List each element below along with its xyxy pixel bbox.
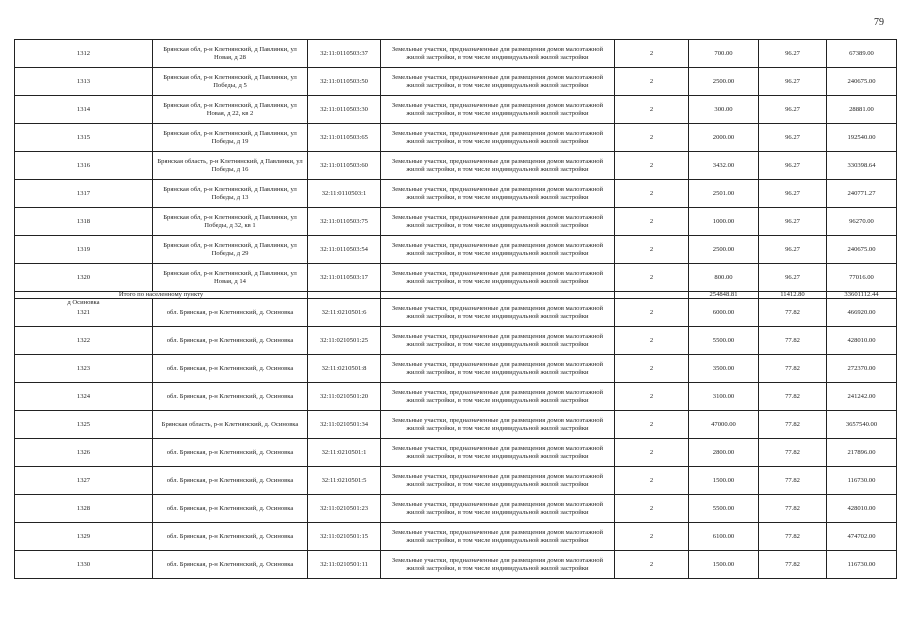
address-cell: обл. Брянская, р-н Клетнянский, д. Осиновка xyxy=(153,467,308,495)
area-cell: 5500.00 xyxy=(689,495,759,523)
address-cell: обл. Брянская, р-н Клетнянский, д. Осиновка xyxy=(153,383,308,411)
cadastral-number-cell: 32:11:0210501:15 xyxy=(308,523,381,551)
area-cell: 1000.00 xyxy=(689,208,759,236)
row-number-cell: 1322 xyxy=(15,327,153,355)
cadastral-value-cell: 240675.00 xyxy=(827,236,897,264)
area-cell: 5500.00 xyxy=(689,327,759,355)
cadastral-number-cell: 32:11:0210501:11 xyxy=(308,551,381,579)
rate-cell: 77.82 xyxy=(759,299,827,327)
table-row xyxy=(15,264,897,292)
address-cell: обл. Брянская, р-н Клетнянский, д. Осиновка xyxy=(153,355,308,383)
group-cell: 2 xyxy=(615,264,689,292)
area-cell: 6000.00 xyxy=(689,299,759,327)
group-cell: 2 xyxy=(615,327,689,355)
group-cell: 2 xyxy=(615,439,689,467)
group-cell: 2 xyxy=(615,68,689,96)
address-cell: Брянская обл, р-н Клетнянский, д Павлинки, ул Победы, д 29 xyxy=(153,236,308,264)
rate-cell: 77.82 xyxy=(759,467,827,495)
subtotal-empty xyxy=(615,292,689,299)
rate-cell: 96.27 xyxy=(759,180,827,208)
area-cell: 3100.00 xyxy=(689,383,759,411)
cadastral-value-cell: 192540.00 xyxy=(827,124,897,152)
cadastral-value-cell: 241242.00 xyxy=(827,383,897,411)
cadastral-number-cell: 32:11:0110503:60 xyxy=(308,152,381,180)
land-purpose-cell: Земельные участки, предназначенные для размещения домов малоэтажной жилой застройки, в том числе индивидуальной жилой застройки xyxy=(381,327,615,355)
area-cell: 2000.00 xyxy=(689,124,759,152)
subtotal-empty xyxy=(308,292,381,299)
table-row xyxy=(15,551,897,579)
table-row xyxy=(15,68,897,96)
table-row xyxy=(15,152,897,180)
cadastral-number-cell: 32:11:0210501:8 xyxy=(308,355,381,383)
cadastral-number-cell: 32:11:0110503:65 xyxy=(308,124,381,152)
area-cell: 2500.00 xyxy=(689,68,759,96)
area-cell: 800.00 xyxy=(689,264,759,292)
address-cell: Брянская обл, р-н Клетнянский, д Павлинки, ул Победы, д 5 xyxy=(153,68,308,96)
address-cell: обл. Брянская, р-н Клетнянский, д. Осиновка xyxy=(153,495,308,523)
group-cell: 2 xyxy=(615,208,689,236)
group-cell: 2 xyxy=(615,180,689,208)
area-cell: 2501.00 xyxy=(689,180,759,208)
area-cell: 2500.00 xyxy=(689,236,759,264)
row-number-cell: 1316 xyxy=(15,152,153,180)
address-cell: обл. Брянская, р-н Клетнянский, д. Осиновка xyxy=(153,327,308,355)
cadastral-number-cell: 32:11:0210501:23 xyxy=(308,495,381,523)
settlement-name: д Осиновка xyxy=(67,299,100,306)
group-cell: 2 xyxy=(615,551,689,579)
table-row xyxy=(15,523,897,551)
area-cell: 1500.00 xyxy=(689,467,759,495)
rate-cell: 96.27 xyxy=(759,68,827,96)
cadastral-value-cell: 240675.00 xyxy=(827,68,897,96)
address-cell: Брянская обл, р-н Клетнянский, д Павлинки, ул Победы, д 13 xyxy=(153,180,308,208)
row-number-cell: 1330 xyxy=(15,551,153,579)
land-purpose-cell: Земельные участки, предназначенные для размещения домов малоэтажной жилой застройки, в том числе индивидуальной жилой застройки xyxy=(381,495,615,523)
area-cell: 700.00 xyxy=(689,40,759,68)
rate-cell: 77.82 xyxy=(759,355,827,383)
cadastral-value-cell: 67389.00 xyxy=(827,40,897,68)
land-purpose-cell: Земельные участки, предназначенные для размещения домов малоэтажной жилой застройки, в том числе индивидуальной жилой застройки xyxy=(381,411,615,439)
rate-cell: 96.27 xyxy=(759,124,827,152)
cadastral-value-cell: 428010.00 xyxy=(827,327,897,355)
table-row xyxy=(15,124,897,152)
row-number-cell: 1318 xyxy=(15,208,153,236)
cadastral-number-cell: 32:11:0110503:54 xyxy=(308,236,381,264)
area-cell: 3432.00 xyxy=(689,152,759,180)
row-number-cell: 1313 xyxy=(15,68,153,96)
land-purpose-cell: Земельные участки, предназначенные для размещения домов малоэтажной жилой застройки, в том числе индивидуальной жилой застройки xyxy=(381,551,615,579)
address-cell: Брянская обл, р-н Клетнянский, д Павлинки, ул Победы, д 32, кв 1 xyxy=(153,208,308,236)
table-row xyxy=(15,180,897,208)
land-purpose-cell: Земельные участки, предназначенные для размещения домов малоэтажной жилой застройки, в том числе индивидуальной жилой застройки xyxy=(381,152,615,180)
land-purpose-cell: Земельные участки, предназначенные для размещения домов малоэтажной жилой застройки, в том числе индивидуальной жилой застройки xyxy=(381,96,615,124)
cadastral-number-cell: 32:11:0110503:75 xyxy=(308,208,381,236)
cadastral-number-cell: 32:11:0110503:30 xyxy=(308,96,381,124)
cadastral-number-cell: 32:11:0110503:50 xyxy=(308,68,381,96)
table-row xyxy=(15,495,897,523)
table-row xyxy=(15,439,897,467)
rate-cell: 96.27 xyxy=(759,96,827,124)
cadastral-number-cell: 32:11:0210501:1 xyxy=(308,439,381,467)
subtotal-row xyxy=(15,292,897,299)
table-row xyxy=(15,40,897,68)
rate-cell: 77.82 xyxy=(759,495,827,523)
row-number-cell: 1328 xyxy=(15,495,153,523)
land-purpose-cell: Земельные участки, предназначенные для размещения домов малоэтажной жилой застройки, в том числе индивидуальной жилой застройки xyxy=(381,383,615,411)
registry-body xyxy=(15,40,897,579)
area-cell: 1500.00 xyxy=(689,551,759,579)
rate-cell: 96.27 xyxy=(759,208,827,236)
cadastral-value-cell: 28881.00 xyxy=(827,96,897,124)
area-cell: 6100.00 xyxy=(689,523,759,551)
rate-cell: 77.82 xyxy=(759,523,827,551)
subtotal-rate: 11412.80 xyxy=(759,292,827,299)
group-cell: 2 xyxy=(615,467,689,495)
land-purpose-cell: Земельные участки, предназначенные для размещения домов малоэтажной жилой застройки, в том числе индивидуальной жилой застройки xyxy=(381,355,615,383)
row-number-cell: 1325 xyxy=(15,411,153,439)
table-row xyxy=(15,208,897,236)
row-number-cell: 1329 xyxy=(15,523,153,551)
land-purpose-cell: Земельные участки, предназначенные для размещения домов малоэтажной жилой застройки, в том числе индивидуальной жилой застройки xyxy=(381,68,615,96)
land-purpose-cell: Земельные участки, предназначенные для размещения домов малоэтажной жилой застройки, в том числе индивидуальной жилой застройки xyxy=(381,124,615,152)
land-purpose-cell: Земельные участки, предназначенные для размещения домов малоэтажной жилой застройки, в том числе индивидуальной жилой застройки xyxy=(381,264,615,292)
page-number: 79 xyxy=(874,17,884,28)
cadastral-number-cell: 32:11:0210501:6 xyxy=(308,299,381,327)
group-cell: 2 xyxy=(615,40,689,68)
subtotal-empty xyxy=(381,292,615,299)
group-cell: 2 xyxy=(615,495,689,523)
land-purpose-cell: Земельные участки, предназначенные для размещения домов малоэтажной жилой застройки, в том числе индивидуальной жилой застройки xyxy=(381,40,615,68)
group-cell: 2 xyxy=(615,124,689,152)
group-cell: 2 xyxy=(615,96,689,124)
area-cell: 300.00 xyxy=(689,96,759,124)
rate-cell: 96.27 xyxy=(759,152,827,180)
group-cell: 2 xyxy=(615,383,689,411)
row-number-cell: 1323 xyxy=(15,355,153,383)
cadastral-number-cell: 32:11:0110503:17 xyxy=(308,264,381,292)
row-number-cell: 1317 xyxy=(15,180,153,208)
row-number-cell: 1326 xyxy=(15,439,153,467)
cadastral-value-cell: 272370.00 xyxy=(827,355,897,383)
land-purpose-cell: Земельные участки, предназначенные для размещения домов малоэтажной жилой застройки, в том числе индивидуальной жилой застройки xyxy=(381,523,615,551)
subtotal-label: Итого по населенному пункту xyxy=(15,292,308,299)
cadastral-value-cell: 474702.00 xyxy=(827,523,897,551)
cadastral-value-cell: 96270.00 xyxy=(827,208,897,236)
row-number-cell: 1327 xyxy=(15,467,153,495)
rate-cell: 96.27 xyxy=(759,40,827,68)
cadastral-number-cell: 32:11:0210501:20 xyxy=(308,383,381,411)
rate-cell: 96.27 xyxy=(759,264,827,292)
row-number-cell: 1324 xyxy=(15,383,153,411)
land-purpose-cell: Земельные участки, предназначенные для размещения домов малоэтажной жилой застройки, в том числе индивидуальной жилой застройки xyxy=(381,236,615,264)
table-row xyxy=(15,467,897,495)
group-cell: 2 xyxy=(615,236,689,264)
table-row xyxy=(15,411,897,439)
cadastral-value-cell: 466920.00 xyxy=(827,299,897,327)
rate-cell: 77.82 xyxy=(759,411,827,439)
land-purpose-cell: Земельные участки, предназначенные для размещения домов малоэтажной жилой застройки, в том числе индивидуальной жилой застройки xyxy=(381,467,615,495)
address-cell: Брянская обл, р-н Клетнянский, д Павлинки, ул Новая, д 28 xyxy=(153,40,308,68)
table-row xyxy=(15,236,897,264)
cadastral-number-cell: 32:11:0210501:5 xyxy=(308,467,381,495)
land-purpose-cell: Земельные участки, предназначенные для размещения домов малоэтажной жилой застройки, в том числе индивидуальной жилой застройки xyxy=(381,180,615,208)
address-cell: обл. Брянская, р-н Клетнянский, д. Осиновка xyxy=(153,551,308,579)
row-number-cell: 1314 xyxy=(15,96,153,124)
land-purpose-cell: Земельные участки, предназначенные для размещения домов малоэтажной жилой застройки, в том числе индивидуальной жилой застройки xyxy=(381,439,615,467)
address-cell: Брянская обл, р-н Клетнянский, д Павлинки, ул Победы, д 19 xyxy=(153,124,308,152)
cadastral-value-cell: 116730.00 xyxy=(827,551,897,579)
subtotal-value: 33601112.44 xyxy=(827,292,897,299)
rate-cell: 96.27 xyxy=(759,236,827,264)
group-cell: 2 xyxy=(615,411,689,439)
row-number: 1321 xyxy=(76,308,91,316)
area-cell: 2800.00 xyxy=(689,439,759,467)
rate-cell: 77.82 xyxy=(759,327,827,355)
group-cell: 2 xyxy=(615,299,689,327)
land-purpose-cell: Земельные участки, предназначенные для размещения домов малоэтажной жилой застройки, в том числе индивидуальной жилой застройки xyxy=(381,299,615,327)
rate-cell: 77.82 xyxy=(759,551,827,579)
address-cell: Брянская область, р-н Клетнянский, д. Осиновка xyxy=(153,411,308,439)
rate-cell: 77.82 xyxy=(759,439,827,467)
group-cell: 2 xyxy=(615,355,689,383)
group-cell: 2 xyxy=(615,152,689,180)
row-number-cell: 1315 xyxy=(15,124,153,152)
address-cell: Брянская область, р-н Клетнянский, д Павлинки, ул Победы, д 16 xyxy=(153,152,308,180)
row-number-cell: 1319 xyxy=(15,236,153,264)
address-cell: обл. Брянская, р-н Клетнянский, д. Осиновка xyxy=(153,523,308,551)
area-cell: 3500.00 xyxy=(689,355,759,383)
cadastral-value-cell: 240771.27 xyxy=(827,180,897,208)
row-number-cell: 1320 xyxy=(15,264,153,292)
group-cell: 2 xyxy=(615,523,689,551)
land-registry-table xyxy=(14,39,897,579)
land-purpose-cell: Земельные участки, предназначенные для размещения домов малоэтажной жилой застройки, в том числе индивидуальной жилой застройки xyxy=(381,208,615,236)
cadastral-value-cell: 330398.64 xyxy=(827,152,897,180)
cadastral-value-cell: 428010.00 xyxy=(827,495,897,523)
table-row xyxy=(15,355,897,383)
table-row xyxy=(15,383,897,411)
row-number-cell xyxy=(15,299,153,327)
address-cell: Брянская обл, р-н Клетнянский, д Павлинки, ул Новая, д 22, кв 2 xyxy=(153,96,308,124)
cadastral-value-cell: 77016.00 xyxy=(827,264,897,292)
table-row xyxy=(15,299,897,327)
table-row xyxy=(15,96,897,124)
address-cell: Брянская обл, р-н Клетнянский, д Павлинки, ул Новая, д 14 xyxy=(153,264,308,292)
cadastral-value-cell: 217896.00 xyxy=(827,439,897,467)
address-cell: обл. Брянская, р-н Клетнянский, д. Осиновка xyxy=(153,439,308,467)
cadastral-number-cell: 32:11:0110503:1 xyxy=(308,180,381,208)
subtotal-area: 254848.81 xyxy=(689,292,759,299)
cadastral-value-cell: 3657540.00 xyxy=(827,411,897,439)
cadastral-number-cell: 32:11:0210501:25 xyxy=(308,327,381,355)
cadastral-number-cell: 32:11:0110503:37 xyxy=(308,40,381,68)
cadastral-number-cell: 32:11:0210501:34 xyxy=(308,411,381,439)
area-cell: 47000.00 xyxy=(689,411,759,439)
table-row xyxy=(15,327,897,355)
address-cell: обл. Брянская, р-н Клетнянский, д. Осиновка xyxy=(153,299,308,327)
rate-cell: 77.82 xyxy=(759,383,827,411)
row-number-cell: 1312 xyxy=(15,40,153,68)
cadastral-value-cell: 116730.00 xyxy=(827,467,897,495)
